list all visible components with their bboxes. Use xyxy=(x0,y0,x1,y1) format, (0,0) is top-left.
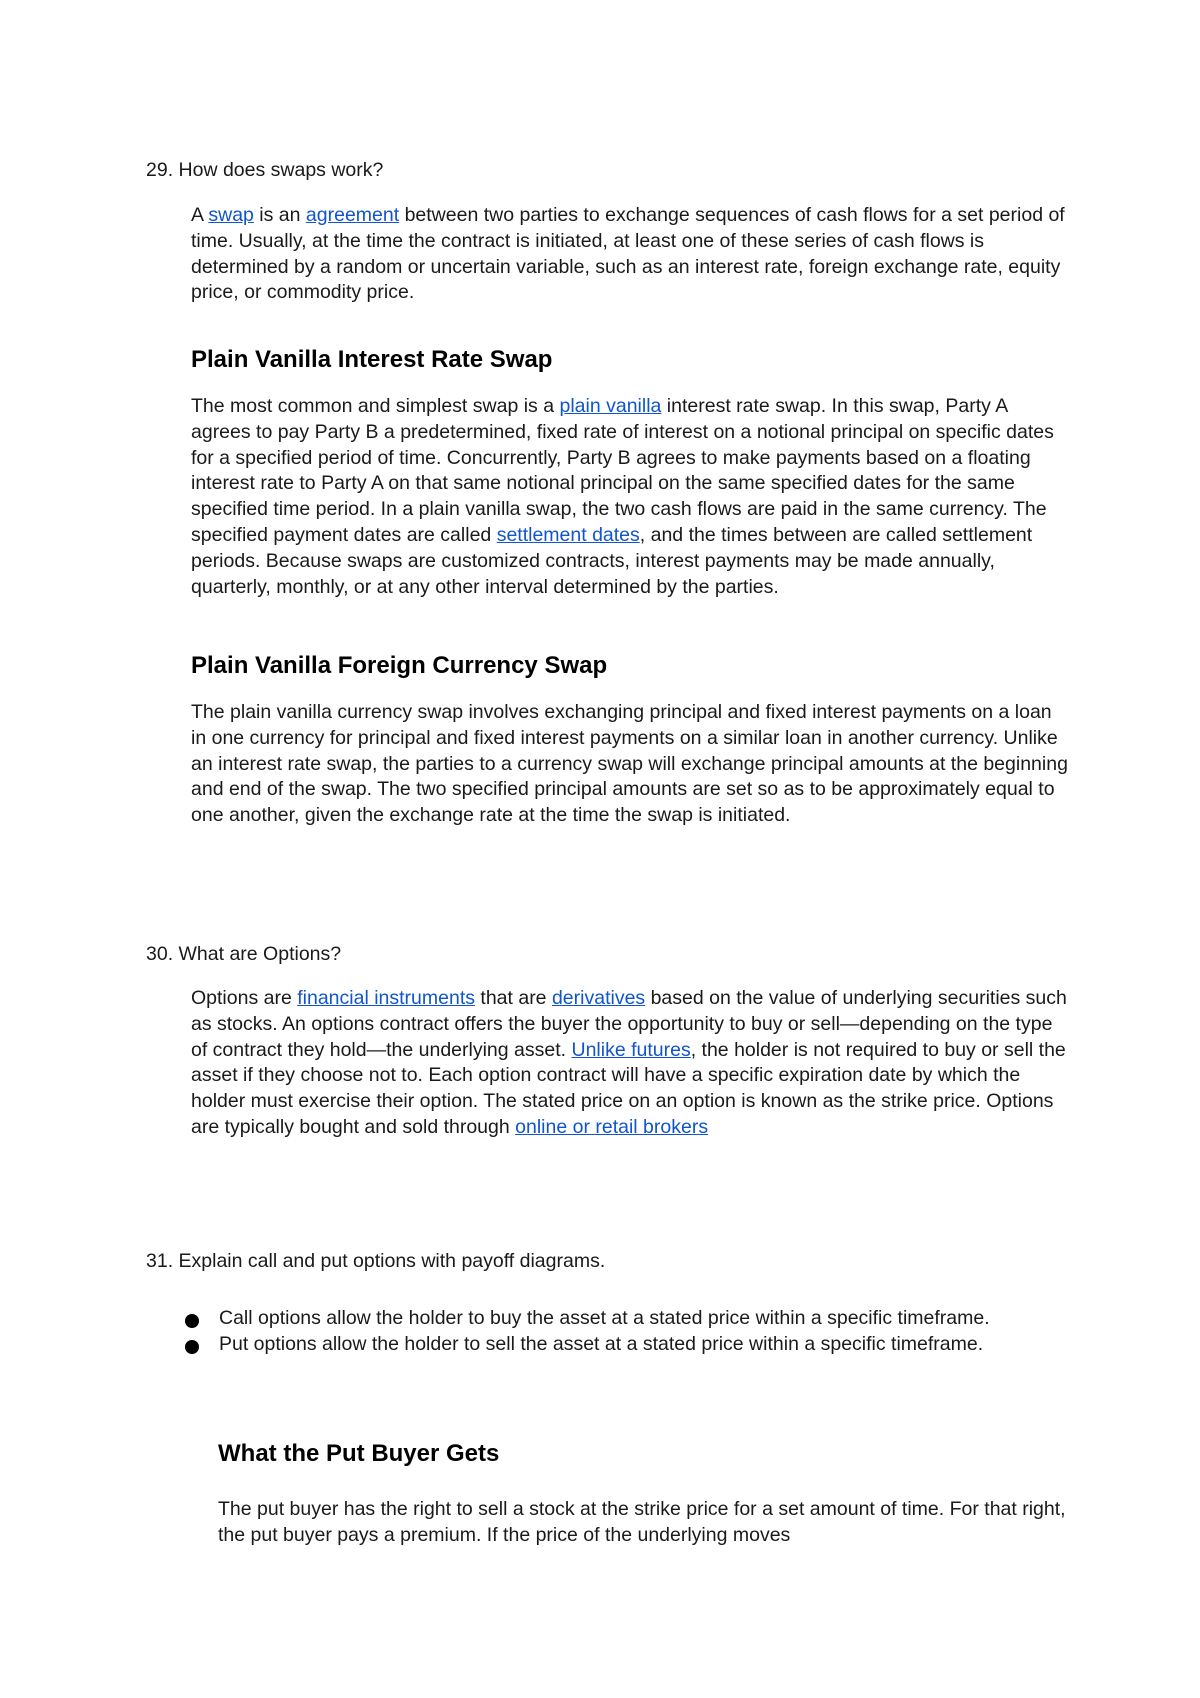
bullet-text: Call options allow the holder to buy the asset at a stated price within a specific timeframe. xyxy=(219,1307,990,1329)
list-item xyxy=(182,1332,1062,1358)
financial-instruments-link[interactable]: financial instruments xyxy=(297,987,475,1009)
option-types-list xyxy=(182,1306,1062,1358)
agreement-link[interactable]: agreement xyxy=(305,204,400,226)
text-run: is an xyxy=(253,204,306,226)
options-paragraph xyxy=(191,986,1071,1141)
text-run: , and the times between are called settlement periods. Because swaps are customized contracts, interest payments may be made annually, quarterly, monthly, or at any other interval determined by the parties. xyxy=(191,523,1033,598)
text-run: The most common and simplest swap is a xyxy=(191,395,560,417)
list-item xyxy=(182,1306,1062,1332)
foreign-currency-swap-paragraph: The plain vanilla currency swap involves exchanging principal and fixed interest payments on a loan in one currency for principal and fixed interest payments on a similar loan in another currency. Unlike an interest rate swap, the parties to a currency swap will exchange principal amounts at the beginning and end of the swap. The two specified principal amounts are set so as to be approximately equal to one another, given the exchange rate at the time the swap is initiated. xyxy=(191,701,1068,827)
text-run: based on the value of underlying securities such as stocks. An options contract offers the buyer the opportunity to buy or sell—depending on the type of contract they hold—the underlying asset. xyxy=(191,987,1067,1061)
settlement-dates-link[interactable]: settlement dates xyxy=(496,523,640,546)
put-buyer-paragraph: The put buyer has the right to sell a stock at the strike price for a set amount of time. For that right, the put buyer pays a premium. If the price of the underlying moves xyxy=(218,1498,1066,1546)
text-run: that are xyxy=(474,987,552,1009)
text-run: interest rate swap. In this swap, Party A agrees to pay Party B a predetermined, fixed rate of interest on a notional principal on specific dates for a specified period of time. Concurrently, Party B agrees to make payments based on a floating interest rate to Party A on that same notional principal on the same specified dates for the same specified time period. In a plain vanilla swap, the two cash flows are paid in the same currency. The specified payment dates are called xyxy=(191,395,1054,546)
plain-vanilla-link[interactable]: plain vanilla xyxy=(559,395,662,417)
bullet-icon xyxy=(185,1340,199,1354)
question-31-title: 31. Explain call and put options with payoff diagrams. xyxy=(146,1250,606,1272)
text-run: between two parties to exchange sequences of cash flows for a set period of time. Usually, at the time the contract is initiated, at least one of these series of cash flows is determined by a random or uncertain variable, such as an interest rate, foreign exchange rate, equity price, or commodity price. xyxy=(191,204,1065,304)
question-30-title: 30. What are Options? xyxy=(146,943,342,965)
heading-interest-rate-swap: Plain Vanilla Interest Rate Swap xyxy=(191,346,553,373)
question-29-title: 29. How does swaps work? xyxy=(146,159,384,181)
heading-foreign-currency-swap: Plain Vanilla Foreign Currency Swap xyxy=(191,652,608,679)
text-run: Options are xyxy=(191,987,298,1009)
heading-put-buyer: What the Put Buyer Gets xyxy=(218,1440,500,1467)
derivatives-link[interactable]: derivatives xyxy=(551,987,646,1009)
interest-rate-swap-paragraph xyxy=(191,394,1071,600)
text-run: , the holder is not required to buy or sell the asset if they choose not to. Each option contract will have a specific expiration date by which the holder must exercise their option. The stated price on an option is known as the strike price. Options are typically bought and sold through xyxy=(191,1038,1066,1138)
bullet-text: Put options allow the holder to sell the asset at a stated price within a specific timeframe. xyxy=(219,1332,984,1355)
swap-link[interactable]: swap xyxy=(208,204,254,226)
unlike-futures-link[interactable]: Unlike futures xyxy=(571,1038,691,1061)
q29-intro-paragraph xyxy=(191,203,1071,306)
online-retail-brokers-link[interactable]: online or retail brokers xyxy=(515,1115,709,1138)
text-run: A xyxy=(191,204,209,226)
bullet-icon xyxy=(185,1314,199,1328)
